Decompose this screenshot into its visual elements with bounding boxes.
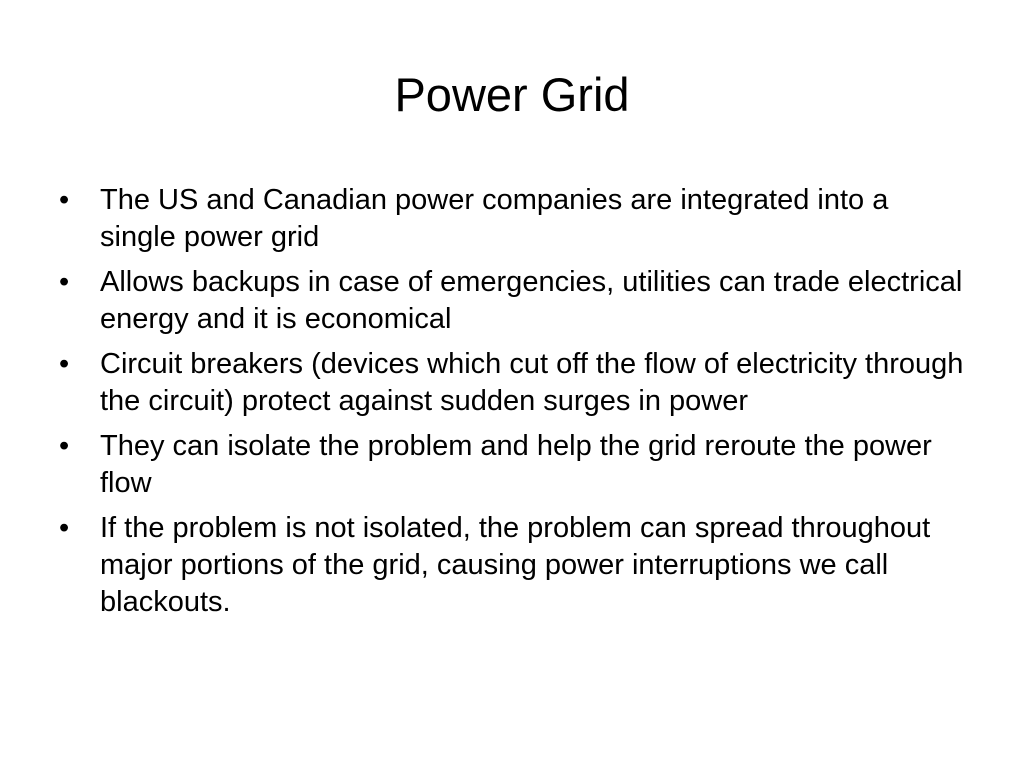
bullet-text: If the problem is not isolated, the problem can spread throughout major portions of the grid, causing power interruptions we call blackouts. [100,512,931,618]
bullet-item [58,428,970,502]
bullet-text: Circuit breakers (devices which cut off the flow of electricity through the circuit) protect against sudden surges in power [100,348,964,417]
bullet-item [58,346,970,420]
bullet-item [58,182,970,256]
bullet-dot-icon: • [59,184,70,216]
bullet-text: They can isolate the problem and help the grid reroute the power flow [100,430,932,499]
bullet-item [58,510,970,621]
bullet-text: The US and Canadian power companies are integrated into a single power grid [100,184,889,253]
bullet-dot-icon: • [59,430,70,462]
bullet-dot-icon: • [59,266,70,298]
bullet-text: Allows backups in case of emergencies, utilities can trade electrical energy and it is economical [100,266,963,335]
bullet-item [58,264,970,338]
bullet-dot-icon: • [59,512,70,544]
bullet-list [58,182,970,629]
slide-title: Power Grid [394,68,630,121]
bullet-dot-icon: • [59,348,70,380]
